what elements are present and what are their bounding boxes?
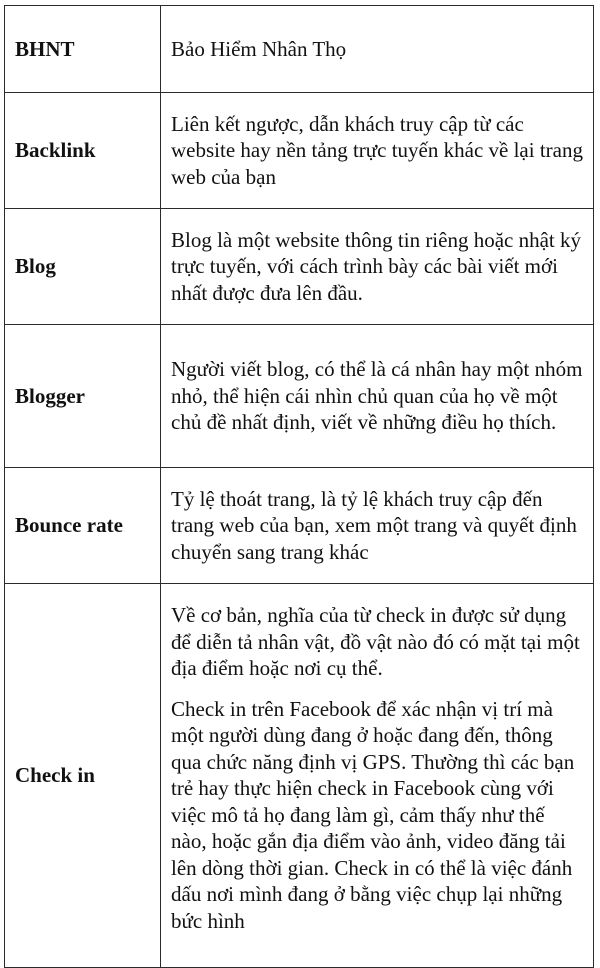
term-cell: Backlink — [5, 93, 161, 209]
definition-cell — [161, 468, 594, 584]
definition-paragraph: Bảo Hiểm Nhân Thọ — [171, 36, 347, 61]
definition-cell — [161, 325, 594, 468]
term-cell: BHNT — [5, 6, 161, 93]
definition-paragraph: Liên kết ngược, dẫn khách truy cập từ các website hay nền tảng trực tuyến khác về lại trang web của bạn — [171, 111, 583, 189]
definition-cell — [161, 6, 594, 93]
term-cell: Check in — [5, 584, 161, 968]
definition-cell — [161, 209, 594, 325]
glossary-row-bounce-rate — [5, 468, 594, 584]
definition-paragraph: Về cơ bản, nghĩa của từ check in được sử dụng để diễn tả nhân vật, đồ vật nào đó có mặt tại một địa điểm hoặc nơi cụ thể. — [171, 603, 580, 680]
term-cell: Blogger — [5, 325, 161, 468]
definition-paragraph: Blog là một website thông tin riêng hoặc nhật ký trực tuyến, với cách trình bày các bài viết mới nhất được đưa lên đầu. — [171, 227, 582, 305]
glossary-row-blogger — [5, 325, 594, 468]
glossary-table — [4, 5, 594, 968]
definition-cell — [161, 584, 594, 968]
glossary-row-backlink — [5, 93, 594, 209]
definition-paragraph: Tỷ lệ thoát trang, là tỷ lệ khách truy cập đến trang web của bạn, xem một trang và quyết định chuyển sang trang khác — [171, 486, 577, 564]
definition-cell — [161, 93, 594, 209]
term-cell: Blog — [5, 209, 161, 325]
term-cell: Bounce rate — [5, 468, 161, 584]
glossary-row-check-in — [5, 584, 594, 968]
glossary-row-bhnt — [5, 6, 594, 93]
definition-paragraph: Người viết blog, có thể là cá nhân hay một nhóm nhỏ, thể hiện cái nhìn chủ quan của họ về một chủ đề nhất định, viết về những điều họ thích. — [171, 357, 583, 435]
glossary-row-blog — [5, 209, 594, 325]
definition-paragraph: Check in trên Facebook để xác nhận vị trí mà một người dùng đang ở hoặc đang đến, thông qua chức năng định vị GPS. Thường thì các bạn trẻ hay thực hiện check in Facebook cùng với việc mô tả họ đang làm gì, cảm thấy như thế nào, hoặc gắn địa điểm vào ảnh, video đăng tải lên dòng thời gian. Check in có thể là việc đánh dấu nơi mình đang ở bằng việc chụp lại những bức hình — [171, 696, 575, 933]
